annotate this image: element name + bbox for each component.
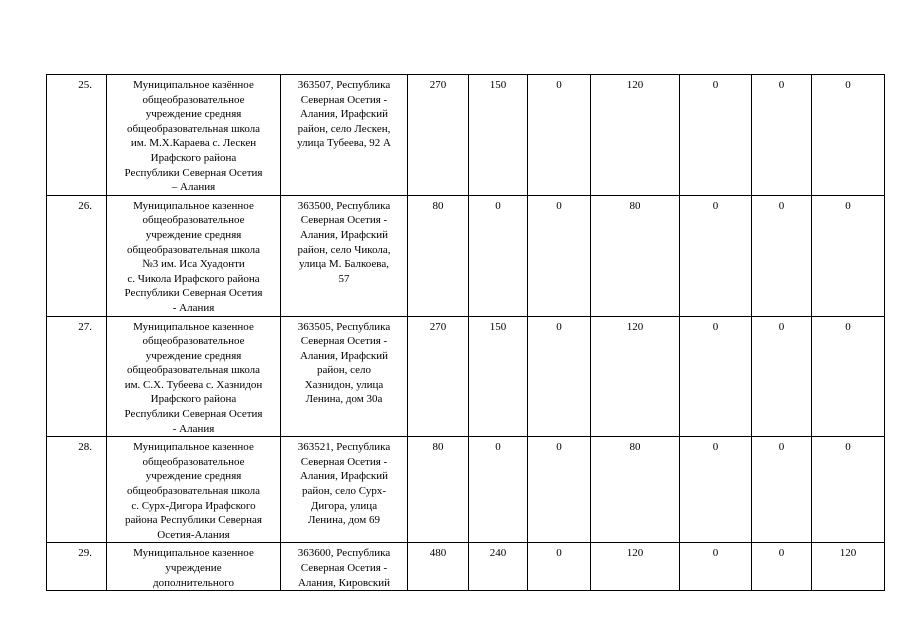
value-col-2: 0 bbox=[469, 437, 528, 543]
table-row bbox=[47, 316, 885, 437]
value-col-6: 0 bbox=[752, 543, 812, 591]
row-number: 29. bbox=[47, 543, 107, 591]
institution-name: Муниципальное казённое общеобразовательное учреждение средняя общеобразовательная школа им. М.Х.Караева с. Лескен Ирафского района Республики Северная Осетия – Алания bbox=[107, 75, 281, 196]
table-row bbox=[47, 543, 885, 591]
value-col-3: 0 bbox=[528, 195, 591, 316]
value-col-5: 0 bbox=[680, 437, 752, 543]
value-col-3: 0 bbox=[528, 543, 591, 591]
value-col-7: 0 bbox=[812, 195, 885, 316]
value-col-4: 120 bbox=[591, 75, 680, 196]
value-col-2: 240 bbox=[469, 543, 528, 591]
table-row bbox=[47, 437, 885, 543]
value-col-2: 0 bbox=[469, 195, 528, 316]
value-col-1: 80 bbox=[408, 195, 469, 316]
table-body bbox=[47, 75, 885, 591]
value-col-5: 0 bbox=[680, 195, 752, 316]
value-col-1: 480 bbox=[408, 543, 469, 591]
institution-name: Муниципальное казенное учреждение дополнительного bbox=[107, 543, 281, 591]
institution-name: Муниципальное казенное общеобразовательное учреждение средняя общеобразовательная школа им. С.Х. Тубеева с. Хазнидон Ирафского района Республики Северная Осетия - Алания bbox=[107, 316, 281, 437]
value-col-7: 0 bbox=[812, 75, 885, 196]
institution-name: Муниципальное казенное общеобразовательное учреждение средняя общеобразовательная школа №3 им. Иса Хуадонти с. Чикола Ирафского района Республики Северная Осетия - Алания bbox=[107, 195, 281, 316]
value-col-6: 0 bbox=[752, 316, 812, 437]
value-col-4: 120 bbox=[591, 543, 680, 591]
value-col-3: 0 bbox=[528, 316, 591, 437]
value-col-2: 150 bbox=[469, 75, 528, 196]
value-col-5: 0 bbox=[680, 75, 752, 196]
value-col-5: 0 bbox=[680, 543, 752, 591]
institution-address: 363507, Республика Северная Осетия - Алания, Ирафский район, село Лескен, улица Тубеева, 92 А bbox=[281, 75, 408, 196]
value-col-7: 0 bbox=[812, 316, 885, 437]
row-number: 25. bbox=[47, 75, 107, 196]
institution-address: 363521, Республика Северная Осетия - Алания, Ирафский район, село Сурх- Дигора, улица Ленина, дом 69 bbox=[281, 437, 408, 543]
table-row bbox=[47, 75, 885, 196]
institution-address: 363600, Республика Северная Осетия - Алания, Кировский bbox=[281, 543, 408, 591]
institution-address: 363505, Республика Северная Осетия - Алания, Ирафский район, село Хазнидон, улица Ленина, дом 30а bbox=[281, 316, 408, 437]
value-col-6: 0 bbox=[752, 75, 812, 196]
table-row bbox=[47, 195, 885, 316]
value-col-4: 80 bbox=[591, 437, 680, 543]
value-col-7: 0 bbox=[812, 437, 885, 543]
value-col-6: 0 bbox=[752, 195, 812, 316]
value-col-7: 120 bbox=[812, 543, 885, 591]
value-col-1: 270 bbox=[408, 75, 469, 196]
row-number: 28. bbox=[47, 437, 107, 543]
document-table bbox=[46, 74, 885, 591]
institution-name: Муниципальное казенное общеобразовательное учреждение средняя общеобразовательная школа с. Сурх-Дигора Ирафского района Республики Северная Осетия-Алания bbox=[107, 437, 281, 543]
value-col-1: 80 bbox=[408, 437, 469, 543]
value-col-3: 0 bbox=[528, 437, 591, 543]
value-col-5: 0 bbox=[680, 316, 752, 437]
value-col-1: 270 bbox=[408, 316, 469, 437]
institution-address: 363500, Республика Северная Осетия - Алания, Ирафский район, село Чикола, улица М. Балкоева, 57 bbox=[281, 195, 408, 316]
value-col-3: 0 bbox=[528, 75, 591, 196]
row-number: 26. bbox=[47, 195, 107, 316]
value-col-6: 0 bbox=[752, 437, 812, 543]
row-number: 27. bbox=[47, 316, 107, 437]
value-col-2: 150 bbox=[469, 316, 528, 437]
value-col-4: 120 bbox=[591, 316, 680, 437]
value-col-4: 80 bbox=[591, 195, 680, 316]
